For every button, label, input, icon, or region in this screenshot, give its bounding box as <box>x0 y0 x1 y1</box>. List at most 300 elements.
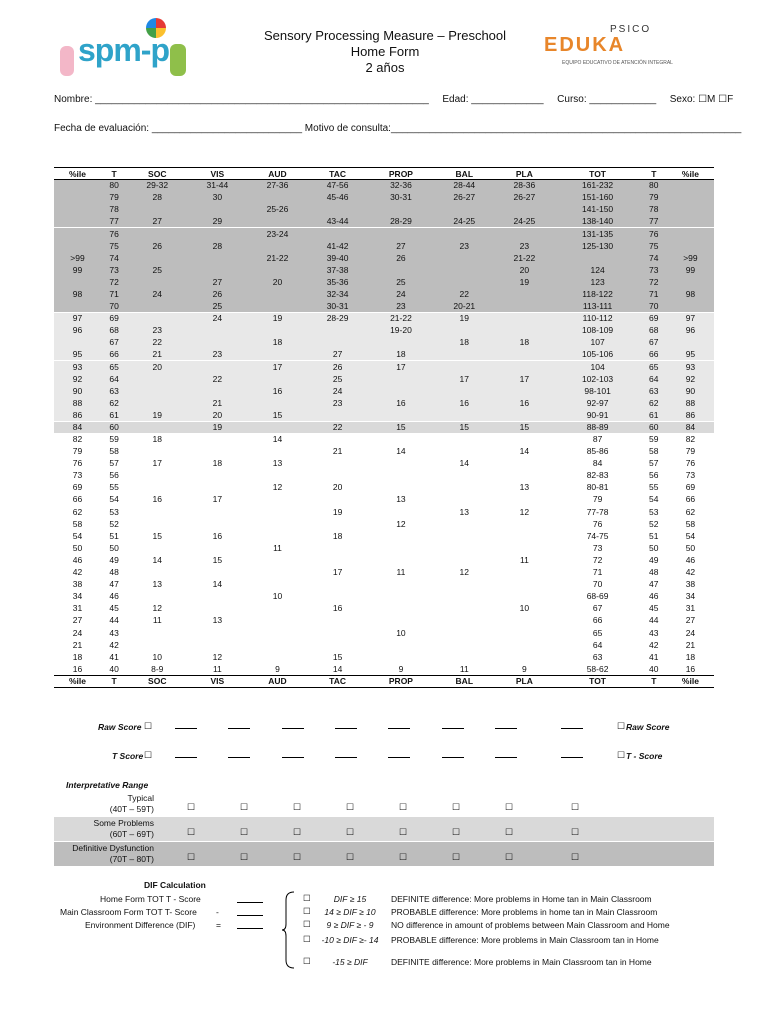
table-cell <box>494 494 554 506</box>
table-cell: 19 <box>494 276 554 288</box>
table-cell <box>494 615 554 627</box>
table-cell: 73 <box>685 470 696 481</box>
table-cell <box>494 591 554 603</box>
table-cell: 42 <box>109 639 119 650</box>
form-title <box>240 28 530 76</box>
table-cell <box>368 433 435 445</box>
table-cell <box>308 433 368 445</box>
table-cell: 98-101 <box>554 385 640 397</box>
table-cell: 17 <box>247 361 307 373</box>
table-cell: 11 <box>273 542 282 553</box>
soc-t-blank[interactable] <box>175 757 197 758</box>
table-cell: 9 <box>275 663 280 674</box>
table-cell: 13 <box>152 579 162 590</box>
dif-home-blank[interactable] <box>237 902 263 903</box>
table-cell: 38 <box>685 579 696 590</box>
table-cell: 37-38 <box>308 264 368 276</box>
logo-tagline: EQUIPO EDUCATIVO DE ATENCIÓN INTEGRAL <box>562 60 673 66</box>
table-cell: 79 <box>641 192 667 204</box>
table-cell: 17 <box>368 361 435 373</box>
range-checkbox[interactable]: ☐ <box>452 802 461 812</box>
table-cell: 76 <box>641 228 667 240</box>
table-cell: 17 <box>494 373 554 385</box>
col-header: T <box>641 168 667 180</box>
raw-score-row <box>54 722 714 736</box>
table-row <box>54 276 714 288</box>
table-cell: 90 <box>54 385 101 397</box>
table-cell <box>187 506 247 518</box>
table-cell: 53 <box>109 506 119 517</box>
col-header: %ile <box>667 168 714 180</box>
table-cell <box>247 615 307 627</box>
table-cell: 80 <box>641 180 667 192</box>
table-cell <box>494 228 554 240</box>
table-cell: 76 <box>592 518 603 529</box>
range-checkbox[interactable]: ☐ <box>452 827 461 837</box>
table-cell <box>494 300 554 312</box>
table-cell <box>247 192 307 204</box>
table-cell <box>434 530 494 542</box>
table-cell: 49 <box>109 554 119 565</box>
pla-raw-blank[interactable] <box>495 728 517 729</box>
table-cell: 95 <box>667 349 714 361</box>
table-cell: 40 <box>649 663 659 674</box>
table-cell <box>54 240 101 252</box>
interpretive-range-row <box>54 842 714 866</box>
table-cell <box>494 470 554 482</box>
table-cell: 96 <box>667 325 714 337</box>
table-cell: 16 <box>152 494 162 505</box>
table-cell <box>247 627 307 639</box>
table-cell: 125-130 <box>554 240 640 252</box>
t-score-label: T Score <box>112 751 144 761</box>
col-header: SOC <box>127 168 187 180</box>
table-cell: 110-112 <box>554 313 640 325</box>
table-cell <box>434 651 494 663</box>
table-cell <box>127 228 187 240</box>
table-cell: 23 <box>494 240 554 252</box>
dif-classroom-label: Main Classroom Form TOT T- Score <box>60 907 197 917</box>
range-checkbox[interactable]: ☐ <box>505 827 514 837</box>
table-cell: 13 <box>396 494 406 505</box>
table-cell: 16 <box>368 397 435 409</box>
table-cell <box>127 627 187 639</box>
age-field[interactable]: Edad: _____________ <box>442 94 544 105</box>
dif-rule-condition: -15 ≥ DIF <box>332 957 368 967</box>
table-cell <box>667 300 714 312</box>
table-cell: 24 <box>187 313 247 325</box>
table-cell: 102-103 <box>554 373 640 385</box>
table-cell: 62 <box>685 506 696 517</box>
table-row <box>54 216 714 228</box>
table-cell: 66 <box>641 349 667 361</box>
range-checkbox[interactable]: ☐ <box>346 827 355 837</box>
range-checkbox[interactable]: ☐ <box>505 852 514 862</box>
tac-t-blank[interactable] <box>335 757 357 758</box>
table-cell <box>247 530 307 542</box>
range-checkbox[interactable]: ☐ <box>571 852 580 862</box>
table-cell <box>368 458 435 470</box>
table-row <box>54 361 714 373</box>
table-cell <box>187 518 247 530</box>
range-name: Some Problems <box>93 818 154 828</box>
table-cell: 90-91 <box>554 409 640 421</box>
table-cell <box>127 446 187 458</box>
table-cell: 28-29 <box>368 216 435 228</box>
table-cell: 21 <box>127 349 187 361</box>
range-checkbox[interactable]: ☐ <box>240 827 249 837</box>
table-cell <box>434 204 494 216</box>
table-cell: 66 <box>685 494 696 505</box>
tot-raw-blank[interactable] <box>561 728 583 729</box>
table-cell <box>368 264 435 276</box>
table-cell: 44 <box>649 615 659 626</box>
table-cell <box>54 228 101 240</box>
table-cell: 47 <box>649 579 659 590</box>
table-cell <box>247 554 307 566</box>
table-cell <box>247 506 307 518</box>
tot-t-blank[interactable] <box>561 757 583 758</box>
table-cell: 123 <box>554 276 640 288</box>
course-field[interactable]: Curso: ____________ <box>557 94 657 105</box>
table-cell: 105-106 <box>554 349 640 361</box>
table-row <box>54 337 714 349</box>
table-cell: 64 <box>101 373 127 385</box>
table-cell: 124 <box>554 264 640 276</box>
col-footer: PLA <box>494 675 554 687</box>
table-cell: 17 <box>434 373 494 385</box>
table-cell: 70 <box>101 300 127 312</box>
spm-p-logo <box>58 18 198 80</box>
soc-raw-blank[interactable] <box>175 728 197 729</box>
range-checkbox[interactable]: ☐ <box>571 802 580 812</box>
col-footer: VIS <box>187 675 247 687</box>
col-header: VIS <box>187 168 247 180</box>
tac-raw-blank[interactable] <box>335 728 357 729</box>
table-cell: 46 <box>685 554 696 565</box>
table-cell: 24 <box>72 627 83 638</box>
table-cell: 45 <box>649 603 659 614</box>
name-field[interactable]: Nombre: ____________________________________________________________ <box>54 94 429 105</box>
table-cell <box>434 228 494 240</box>
table-row <box>54 627 714 639</box>
child-figure-icon <box>60 46 74 76</box>
table-cell: 14 <box>519 446 530 457</box>
table-cell: >99 <box>667 252 714 264</box>
table-cell: 50 <box>72 542 83 553</box>
range-checkbox[interactable]: ☐ <box>293 827 302 837</box>
table-cell: 58 <box>685 518 696 529</box>
table-cell: 79 <box>592 494 603 505</box>
consultation-reason-field[interactable]: Motivo de consulta:_______________________________________________________________ <box>304 123 742 134</box>
table-cell <box>187 446 247 458</box>
table-cell: 96 <box>54 325 101 337</box>
table-cell: 82 <box>667 433 714 445</box>
table-cell: 14 <box>247 433 307 445</box>
table-cell: 58-62 <box>586 663 609 674</box>
table-cell <box>434 615 494 627</box>
table-cell: 20 <box>187 409 247 421</box>
table-cell <box>54 300 101 312</box>
table-cell: 73 <box>72 470 83 481</box>
table-cell: 54 <box>685 530 696 541</box>
range-checkbox[interactable]: ☐ <box>399 802 408 812</box>
table-cell: 22 <box>308 421 368 433</box>
table-cell <box>247 216 307 228</box>
table-cell: 13 <box>459 506 470 517</box>
table-cell <box>667 337 714 349</box>
table-cell <box>494 542 554 554</box>
table-cell <box>368 579 435 591</box>
range-checkbox[interactable]: ☐ <box>187 802 196 812</box>
col-footer: %ile <box>54 675 101 687</box>
table-cell <box>187 470 247 482</box>
table-cell: 82-83 <box>586 470 609 481</box>
table-cell: 107 <box>554 337 640 349</box>
range-checkbox[interactable]: ☐ <box>571 827 580 837</box>
table-cell: 69 <box>101 313 127 325</box>
table-row <box>54 567 714 579</box>
scoring-table <box>54 167 714 688</box>
range-checkbox[interactable]: ☐ <box>240 802 249 812</box>
table-cell: 58 <box>649 446 659 457</box>
table-cell: 10 <box>519 603 530 614</box>
table-cell: 24 <box>127 288 187 300</box>
table-cell: 27 <box>308 349 368 361</box>
table-cell <box>247 603 307 615</box>
table-cell: 59 <box>101 433 127 445</box>
range-checkbox[interactable]: ☐ <box>346 852 355 862</box>
dif-rule-text: DEFINITE difference: More problems in Main Classroom tan in Home <box>391 957 652 967</box>
range-checkbox[interactable]: ☐ <box>187 852 196 862</box>
evaluation-date-field[interactable]: Fecha de evaluación: ___________________________ <box>54 123 303 134</box>
sex-m-checkbox[interactable]: ☐ <box>698 94 708 105</box>
range-checkbox[interactable]: ☐ <box>452 852 461 862</box>
table-cell <box>187 603 247 615</box>
range-checkbox[interactable]: ☐ <box>293 802 302 812</box>
table-cell <box>667 204 714 216</box>
table-row <box>54 385 714 397</box>
col-footer: SOC <box>127 675 187 687</box>
table-cell: 15 <box>368 421 435 433</box>
table-cell: 68-69 <box>586 591 609 602</box>
table-cell <box>434 639 494 651</box>
table-cell: 92 <box>667 373 714 385</box>
table-cell: 21-22 <box>247 252 307 264</box>
aud-raw-blank[interactable] <box>282 728 304 729</box>
table-cell: 35-36 <box>308 276 368 288</box>
range-checkbox[interactable]: ☐ <box>240 852 249 862</box>
table-cell: 64 <box>592 639 603 650</box>
table-cell: 26 <box>368 252 435 264</box>
table-header-row <box>54 168 714 180</box>
sex-f-checkbox[interactable]: ☐ <box>718 94 728 105</box>
table-cell: 23 <box>187 349 247 361</box>
table-cell: 24-25 <box>494 216 554 228</box>
table-row <box>54 494 714 506</box>
table-cell: 8-9 <box>151 663 164 674</box>
table-cell <box>187 627 247 639</box>
range-label <box>54 793 154 814</box>
pla-t-blank[interactable] <box>495 757 517 758</box>
header <box>0 0 768 88</box>
table-row <box>54 228 714 240</box>
table-cell: 20 <box>127 361 187 373</box>
table-cell: 18 <box>494 337 554 349</box>
bal-t-blank[interactable] <box>442 757 464 758</box>
table-cell <box>494 361 554 373</box>
title-line: Sensory Processing Measure – Preschool <box>263 28 507 43</box>
table-cell <box>247 579 307 591</box>
table-cell <box>187 361 247 373</box>
table-cell <box>308 615 368 627</box>
table-cell <box>494 409 554 421</box>
table-cell: 22 <box>187 373 247 385</box>
table-cell <box>187 639 247 651</box>
vis-raw-blank[interactable] <box>228 728 250 729</box>
table-cell: 12 <box>272 482 283 493</box>
aud-t-blank[interactable] <box>282 757 304 758</box>
dif-result-blank[interactable] <box>237 928 263 929</box>
table-cell <box>494 567 554 579</box>
table-footer-row <box>54 675 714 687</box>
table-cell: 141-150 <box>554 204 640 216</box>
range-checkbox[interactable]: ☐ <box>399 827 408 837</box>
table-row <box>54 433 714 445</box>
table-cell <box>368 651 435 663</box>
col-footer: AUD <box>247 675 307 687</box>
range-checkbox[interactable]: ☐ <box>346 802 355 812</box>
range-checkbox[interactable]: ☐ <box>293 852 302 862</box>
table-cell: 72 <box>592 554 603 565</box>
table-cell <box>308 470 368 482</box>
col-header: TAC <box>308 168 368 180</box>
col-footer: T <box>641 675 667 687</box>
table-cell <box>368 639 435 651</box>
vis-t-blank[interactable] <box>228 757 250 758</box>
dif-rule-text: DEFINITE difference: More problems in Home tan in Main Classroom <box>391 894 652 904</box>
table-cell: 79 <box>685 446 696 457</box>
table-cell: 87 <box>554 433 640 445</box>
raw-score-arrow-box: ☐ <box>144 721 153 731</box>
table-cell: 72 <box>641 276 667 288</box>
table-cell: >99 <box>54 252 101 264</box>
table-cell <box>368 530 435 542</box>
table-cell <box>667 228 714 240</box>
child-figure-icon <box>170 44 186 76</box>
table-cell <box>187 591 247 603</box>
table-cell <box>247 494 307 506</box>
table-cell: 27 <box>72 615 83 626</box>
table-cell: 27 <box>127 216 187 228</box>
col-header: BAL <box>434 168 494 180</box>
dif-rule-condition: 14 ≥ DIF ≥ 10 <box>324 907 376 917</box>
col-header: PLA <box>494 168 554 180</box>
table-cell: 11 <box>459 663 469 674</box>
range-checkbox[interactable]: ☐ <box>187 827 196 837</box>
dif-equals: = <box>216 920 221 930</box>
table-cell <box>368 204 435 216</box>
table-cell: 23 <box>434 240 494 252</box>
sex-f-label: F <box>727 94 734 105</box>
table-cell: 21 <box>332 446 343 457</box>
col-footer: %ile <box>667 675 714 687</box>
table-cell: 27 <box>685 615 696 626</box>
range-checkbox[interactable]: ☐ <box>399 852 408 862</box>
table-cell <box>434 603 494 615</box>
dif-rule-text: PROBABLE difference: More problems in Main Classroom tan in Home <box>391 935 659 945</box>
table-row <box>54 421 714 433</box>
table-cell: 69 <box>641 313 667 325</box>
interpretive-range-row <box>54 817 714 841</box>
table-cell: 98 <box>667 288 714 300</box>
range-bounds: (60T – 69T) <box>109 828 154 839</box>
table-cell: 39-40 <box>308 252 368 264</box>
table-cell: 41 <box>649 651 659 662</box>
table-cell <box>127 518 187 530</box>
table-cell: 26 <box>127 240 187 252</box>
table-cell <box>308 494 368 506</box>
table-cell: 20-21 <box>434 300 494 312</box>
table-cell <box>308 591 368 603</box>
dif-rule-checkbox[interactable]: ☐ <box>303 893 311 903</box>
col-footer: T <box>101 675 127 687</box>
table-cell <box>368 409 435 421</box>
dif-classroom-blank[interactable] <box>237 915 263 916</box>
dif-rule-checkbox[interactable]: ☐ <box>303 919 311 929</box>
table-cell: 62 <box>641 397 667 409</box>
dif-rule-condition: DIF ≥ 15 <box>333 894 367 904</box>
logo-psico-text: PSICO <box>610 24 652 35</box>
table-cell: 68 <box>641 325 667 337</box>
range-checkbox[interactable]: ☐ <box>505 802 514 812</box>
prop-raw-blank[interactable] <box>388 728 410 729</box>
table-row <box>54 313 714 325</box>
table-cell: 19 <box>187 421 247 433</box>
table-cell: 11 <box>519 554 529 565</box>
table-cell: 51 <box>109 530 119 541</box>
range-label <box>54 818 154 839</box>
table-row <box>54 397 714 409</box>
bal-raw-blank[interactable] <box>442 728 464 729</box>
table-cell <box>247 325 307 337</box>
table-cell: 53 <box>649 506 659 517</box>
table-cell: 41 <box>109 651 119 662</box>
table-cell: 73 <box>592 542 603 553</box>
table-cell <box>127 639 187 651</box>
table-cell <box>434 470 494 482</box>
table-cell: 76 <box>685 458 696 469</box>
table-cell: 34 <box>685 591 696 602</box>
table-cell <box>494 433 554 445</box>
table-cell: 45-46 <box>308 192 368 204</box>
table-cell: 108-109 <box>554 325 640 337</box>
table-cell <box>434 446 494 458</box>
table-cell: 13 <box>212 615 223 626</box>
table-cell <box>127 591 187 603</box>
table-cell <box>368 373 435 385</box>
table-cell: 43-44 <box>308 216 368 228</box>
prop-t-blank[interactable] <box>388 757 410 758</box>
dif-rule-checkbox[interactable]: ☐ <box>303 934 311 944</box>
table-cell <box>54 180 101 192</box>
table-cell <box>494 579 554 591</box>
table-cell: 11 <box>396 567 406 578</box>
table-cell: 78 <box>641 204 667 216</box>
table-cell: 47 <box>109 579 119 590</box>
dif-rule-checkbox[interactable]: ☐ <box>303 906 311 916</box>
dif-rule-checkbox[interactable]: ☐ <box>303 956 311 966</box>
